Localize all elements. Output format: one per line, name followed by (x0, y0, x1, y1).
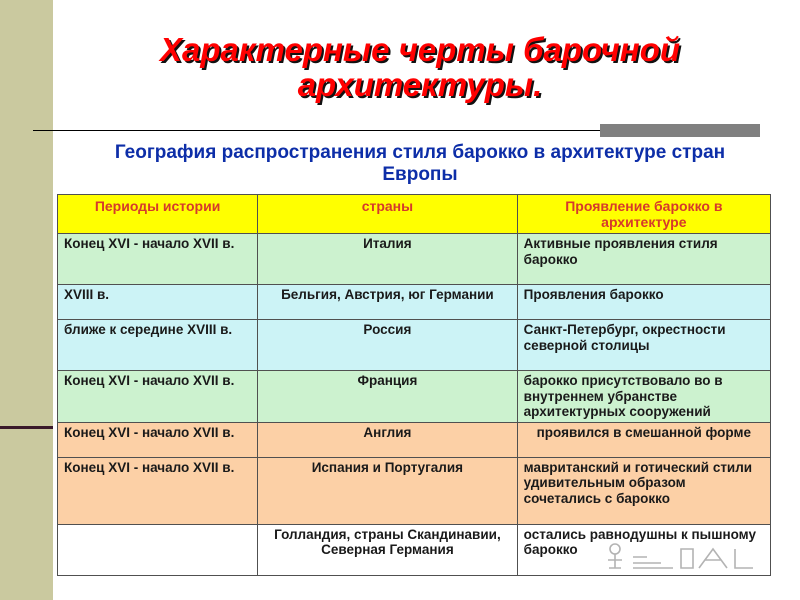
period-cell: ближе к середине XVIII в. (58, 320, 258, 371)
countries-cell: Россия (258, 320, 518, 371)
manifestation-cell: остались равнодушны к пышному барокко (517, 524, 770, 575)
period-cell: Конец XVI - начало XVII в. (58, 371, 258, 423)
period-cell: Конец XVI - начало XVII в. (58, 422, 258, 457)
title-divider-accent (600, 124, 760, 137)
period-cell: Конец XVI - начало XVII в. (58, 457, 258, 524)
table-row (58, 285, 771, 320)
slide-title: Характерные черты барочной архитектуры. (159, 31, 681, 103)
countries-cell: Голландия, страны Скандинавии, Северная Германия (258, 524, 518, 575)
manifestation-cell: Проявления барокко (517, 285, 770, 320)
manifestation-cell: мавританский и готический стили удивительным образом сочетались с барокко (517, 457, 770, 524)
period-cell: XVIII в. (58, 285, 258, 320)
table-row (58, 371, 771, 423)
manifestation-cell: проявился в смешанной форме (517, 422, 770, 457)
header-countries: страны (258, 195, 518, 234)
watermark-logo-icon (603, 535, 763, 571)
slide-sidebar-band (0, 0, 53, 600)
period-cell (58, 524, 258, 575)
header-manifestation: Проявление барокко в архитектуре (517, 195, 770, 234)
manifestation-cell: Активные проявления стиля барокко (517, 234, 770, 285)
table-row (58, 320, 771, 371)
countries-cell: Испания и Португалия (258, 457, 518, 524)
sidebar-accent-line (0, 426, 53, 429)
table-row (58, 234, 771, 285)
table-caption: География распространения стиля барокко в архитектуре стран Европы (114, 142, 726, 185)
countries-cell: Англия (258, 422, 518, 457)
manifestation-cell: Санкт-Петербург, окрестности северной столицы (517, 320, 770, 371)
countries-cell: Италия (258, 234, 518, 285)
table-row (58, 422, 771, 457)
header-periods: Периоды истории (58, 195, 258, 234)
countries-cell: Франция (258, 371, 518, 423)
period-cell: Конец XVI - начало XVII в. (58, 234, 258, 285)
manifestation-cell: барокко присутствовало во в внутреннем убранстве архитектурных сооружений (517, 371, 770, 423)
countries-cell: Бельгия, Австрия, юг Германии (258, 285, 518, 320)
table-header-row (58, 195, 771, 234)
baroque-geography-table (57, 194, 771, 576)
table-row (58, 457, 771, 524)
